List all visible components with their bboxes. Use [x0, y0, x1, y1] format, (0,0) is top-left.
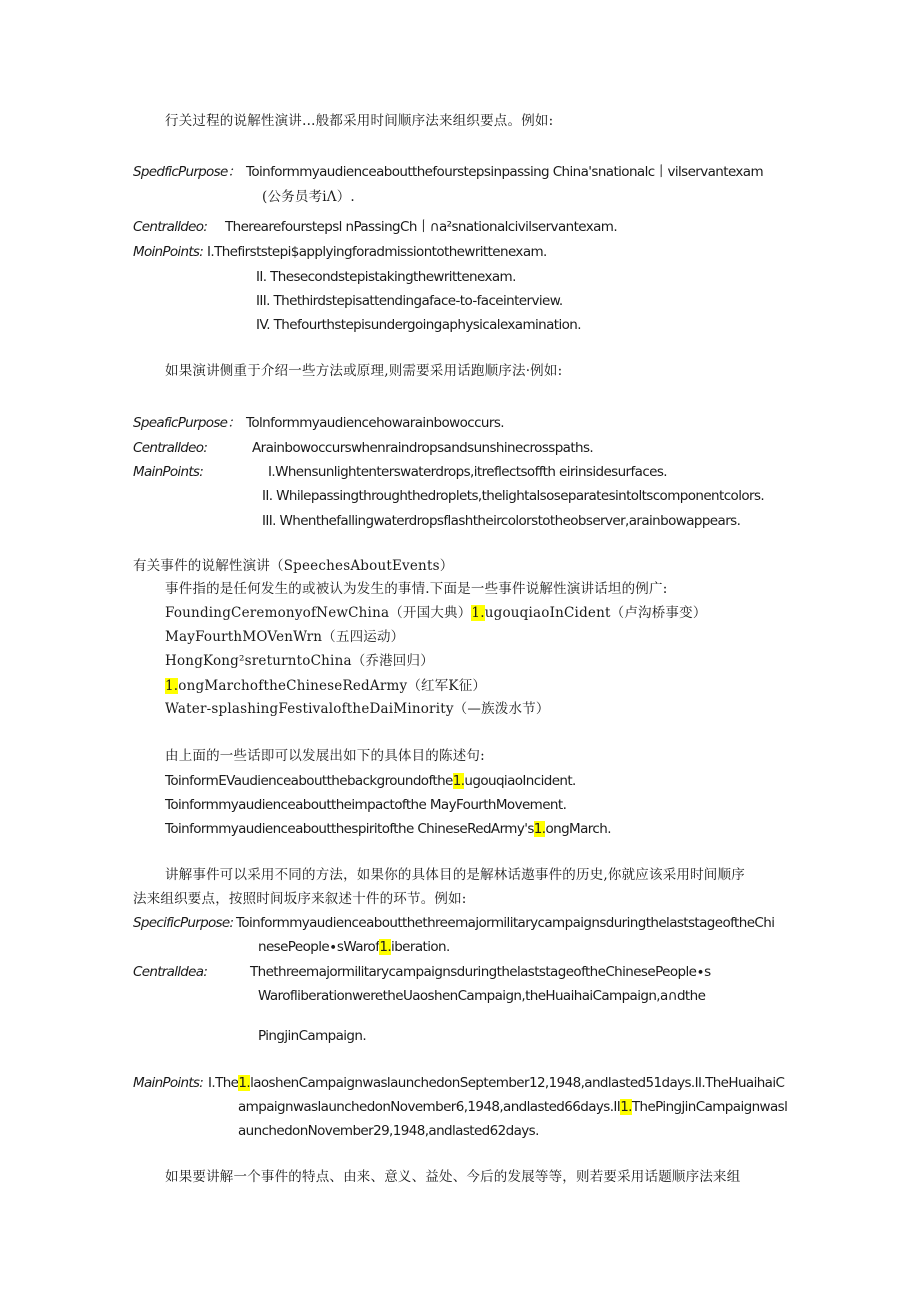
- event-list-item-4: [165, 677, 486, 695]
- event-list-item-3: HongKong²sreturntoChina（乔港回归）: [165, 653, 434, 669]
- main-points-line-1: [208, 1074, 784, 1092]
- paragraph-events-line-1: 讲解事件可以采用不同的方法，如果你的具体目的是解林话遨事件的历史,你就应该采用时间顺序: [165, 867, 745, 883]
- topic-text: ongMarch.: [545, 821, 611, 837]
- purpose-text: nesePeople∙sWarof: [258, 939, 380, 955]
- central-idea-label: Centralldeo:: [133, 440, 208, 456]
- central-idea-text-3: PingjinCampaign.: [258, 1028, 367, 1044]
- specific-purpose-text-cont: [258, 938, 450, 956]
- section-heading-events: 有关事件的说解性演讲（SpeechesAboutEvents）: [133, 558, 454, 574]
- central-idea-label: Centralldea:: [133, 964, 208, 980]
- central-idea-text-2: WarofliberationweretheUaoshenCampaign,theHuaihaiCampaign,a∩dthe: [258, 988, 706, 1004]
- topics-intro: 由上面的一些话即可以发展出如下的具体目的陈述句:: [165, 748, 485, 764]
- main-point-1: I.Thefirststepi$applyingforadmissiontothewrittenexam.: [207, 244, 547, 260]
- main-points-label: MainPoints:: [133, 1075, 204, 1091]
- main-point-4: IV. Thefourthstepisundergoingaphysicalexamination.: [256, 317, 581, 333]
- highlight-mark: 1.: [533, 821, 546, 837]
- intro-paragraph-chronological: 行关过程的说解性演讲…般都采用时间顺序法来组织要点。例如:: [165, 113, 554, 129]
- main-points-line-3: aunchedonNovember29,1948,andlasted62days.: [238, 1123, 539, 1139]
- main-point-text: ampaignwaslaunchedonNovember6,1948,andlasted66days.II: [238, 1099, 621, 1115]
- topic-statement-3: [165, 820, 611, 838]
- highlight-mark: 1.: [452, 773, 465, 789]
- main-point-3: III. Thethirdstepisattendingaface-to-faceinterview.: [256, 293, 563, 309]
- main-point-2: II. Thesecondstepistakingthewrittenexam.: [256, 269, 516, 285]
- event-long-march: ongMarchoftheChineseRedArmy（红军K征）: [178, 678, 487, 694]
- central-idea-label: Centralldeo:: [133, 219, 208, 235]
- central-idea-text-1: ThethreemajormilitarycampaignsduringthelaststageoftheChinesePeople∙s: [250, 964, 711, 980]
- specific-purpose-label: SpedficPurpose：: [133, 164, 241, 180]
- topic-text: ugouqiaoIncident.: [464, 773, 576, 789]
- specific-purpose-label: SpeaficPurpose：: [133, 415, 241, 431]
- intro-paragraph-topical: 如果演讲侧重于介绍一些方法或原理,则需要采用话跑顺序法·例如:: [165, 363, 563, 379]
- event-lugouqiao: ugouqiaoInCident（卢沟桥事变）: [484, 605, 707, 621]
- topic-text: ToinformEVaudienceaboutthebackgroundofthe: [165, 773, 453, 789]
- specific-purpose-text-cont: (公务员考iΛ）.: [262, 189, 355, 205]
- main-point-text: I.The: [208, 1075, 239, 1091]
- central-idea-text: Therearefourstepsl nPassingCh丨∩a²snationalcivilservantexam.: [225, 219, 618, 235]
- highlight-mark: 1.: [620, 1099, 632, 1115]
- purpose-text: iberation.: [391, 939, 450, 955]
- topic-statement-1: [165, 772, 576, 790]
- topic-statement-2: Toinformmyaudienceabouttheimpactofthe MayFourthMovement.: [165, 797, 567, 813]
- highlight-mark: 1.: [165, 678, 179, 694]
- central-idea-text: Arainbowoccurswhenraindropsandsunshinecrosspaths.: [252, 440, 594, 456]
- main-point-3: III. Whenthefallingwaterdropsflashtheircolorstotheobserver,arainbowappears.: [262, 513, 741, 529]
- main-point-1: I.Whensunlightenterswaterdrops,itreflectsoffth eirinsidesurfaces.: [268, 464, 667, 480]
- main-point-text: laoshenCampaignwaslaunchedonSeptember12,1948,andlasted51days.II.TheHuaihaiC: [250, 1075, 785, 1091]
- specific-purpose-label: SpecificPurpose:: [133, 915, 234, 931]
- highlight-mark: 1.: [379, 939, 392, 955]
- main-point-text: ThePingjinCampaignwasl: [631, 1099, 788, 1115]
- topic-text: Toinformmyaudienceaboutthespiritofthe ChineseRedArmy's: [165, 821, 534, 837]
- highlight-mark: 1.: [238, 1075, 251, 1091]
- main-points-line-2: [238, 1098, 787, 1116]
- event-list-item-1: [165, 604, 707, 622]
- highlight-mark: 1.: [471, 605, 485, 621]
- event-founding-ceremony: FoundingCeremonyofNewChina（开国大典）: [165, 605, 472, 621]
- event-list-item-2: MayFourthMOVenWrn（五四运动）: [165, 629, 405, 645]
- main-points-label: MainPoints:: [133, 464, 204, 480]
- paragraph-events-line-2: 法来组织要点，按照时间坂序来叙述十件的环节。例如:: [133, 891, 467, 907]
- main-points-label: MoinPoints:: [133, 244, 204, 260]
- event-list-item-5: Water-splashingFestivaloftheDaiMinority（—族泼水节）: [165, 701, 550, 717]
- events-description: 事件指的是任何发生的或被认为发生的事情.下面是一些事件说解性演讲话坦的例广:: [165, 581, 668, 597]
- closing-paragraph: 如果要讲解一个事件的特点、由来、意义、益处、今后的发展等等，则若要采用话题顺序法来组: [165, 1169, 741, 1185]
- specific-purpose-text: Toinformmyaudienceaboutthefourstepsinpassing China'snationalc丨vilservantexam: [246, 164, 764, 180]
- specific-purpose-text: ToinformmyaudienceaboutthethreemajormilitarycampaignsduringthelaststageoftheChi: [236, 915, 775, 931]
- specific-purpose-text: Tolnformmyaudiencehowarainbowoccurs.: [246, 415, 504, 431]
- main-point-2: II. Whilepassingthroughthedroplets,thelightalsoseparatesintoltscomponentcolors.: [262, 488, 765, 504]
